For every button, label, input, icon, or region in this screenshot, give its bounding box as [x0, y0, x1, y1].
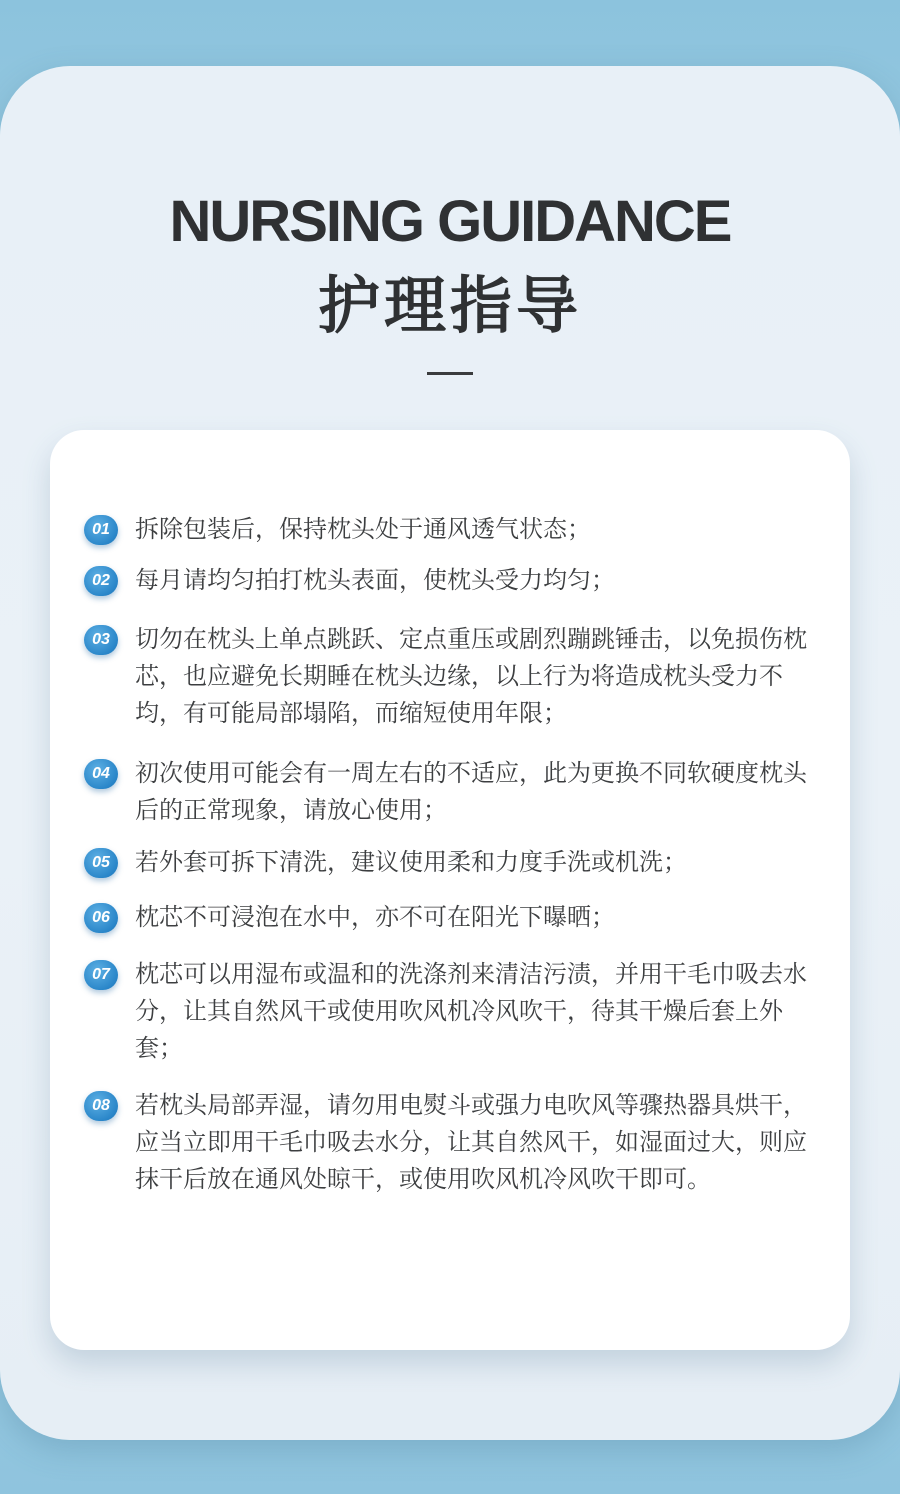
number-badge: 01 [84, 515, 118, 545]
page-title-chinese: 护理指导 [317, 269, 582, 342]
guidance-text: 若外套可拆下清洗，建议使用柔和力度手洗或机洗； [135, 848, 687, 876]
number-badge: 06 [84, 903, 118, 933]
guidance-text: 切勿在枕头上单点跳跃、定点重压或剧烈蹦跳锤击，以免损伤枕芯，也应避免长期睡在枕头边缘，以上行为将造成枕头受力不均，有可能局部塌陷，而缩短使用年限； [135, 625, 807, 727]
number-badge: 05 [84, 848, 118, 878]
page-title-english: NURSING GUIDANCE [169, 189, 731, 254]
title-divider [427, 372, 473, 375]
number-badge: 03 [84, 625, 118, 655]
guidance-text: 每月请均匀拍打枕头表面，使枕头受力均匀； [135, 566, 615, 594]
number-badge: 07 [84, 960, 118, 990]
guidance-text: 若枕头局部弄湿，请勿用电熨斗或强力电吹风等骤热器具烘干， 应当立即用干毛巾吸去水分，让其自然风干，如湿面过大，则应抹干后放在通风处晾干，或使用吹风机冷风吹干即可。 [135, 1091, 807, 1193]
number-badge: 08 [84, 1091, 118, 1121]
guidance-text: 初次使用可能会有一周左右的不适应，此为更换不同软硬度枕头后的正常现象，请放心使用； [135, 759, 807, 824]
guidance-text: 枕芯可以用湿布或温和的洗涤剂来清洁污渍，并用干毛巾吸去水分，让其自然风干或使用吹风机冷风吹干，待其干燥后套上外套； [135, 960, 807, 1062]
number-badge: 04 [84, 759, 118, 789]
guidance-text: 拆除包装后，保持枕头处于通风透气状态； [135, 515, 591, 543]
number-badge: 02 [84, 566, 118, 596]
guidance-text: 枕芯不可浸泡在水中，亦不可在阳光下曝晒； [135, 903, 615, 931]
